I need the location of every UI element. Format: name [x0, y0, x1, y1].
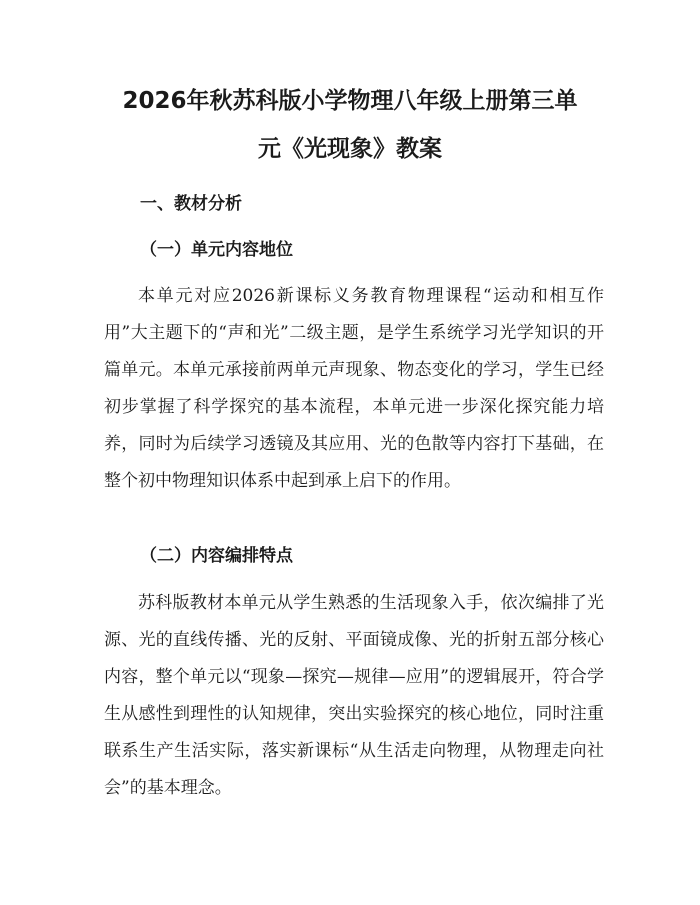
- subsection-heading-content-arrangement: （二）内容编排特点: [140, 546, 293, 566]
- document-title-line-2: 元《光现象》教案: [258, 136, 442, 162]
- document-title-line-1: 2026年秋苏科版小学物理八年级上册第三单: [122, 88, 578, 114]
- paragraph-content-arrangement: 苏科版教材本单元从学生熟悉的生活现象入手，依次编排了光源、光的直线传播、光的反射、平面镜成像、光的折射五部分核心内容，整个单元以“现象—探究—规律—应用”的逻辑展开，符合学生从感性到理性的认知规律，突出实验探究的核心地位，同时注重联系生产生活实际，落实新课标“从生活走向物理，从物理走向社会”的基本理念。: [104, 593, 604, 798]
- paragraph-unit-position: 本单元对应2026新课标义务教育物理课程“运动和相互作用”大主题下的“声和光”二级主题，是学生系统学习光学知识的开篇单元。本单元承接前两单元声现象、物态变化的学习，学生已经初步掌握了科学探究的基本流程，本单元进一步深化探究能力培养，同时为后续学习透镜及其应用、光的色散等内容打下基础，在整个初中物理知识体系中起到承上启下的作用。: [104, 286, 604, 491]
- subsection-heading-unit-position: （一）单元内容地位: [140, 240, 293, 260]
- section-heading-textbook-analysis: 一、教材分析: [140, 194, 242, 214]
